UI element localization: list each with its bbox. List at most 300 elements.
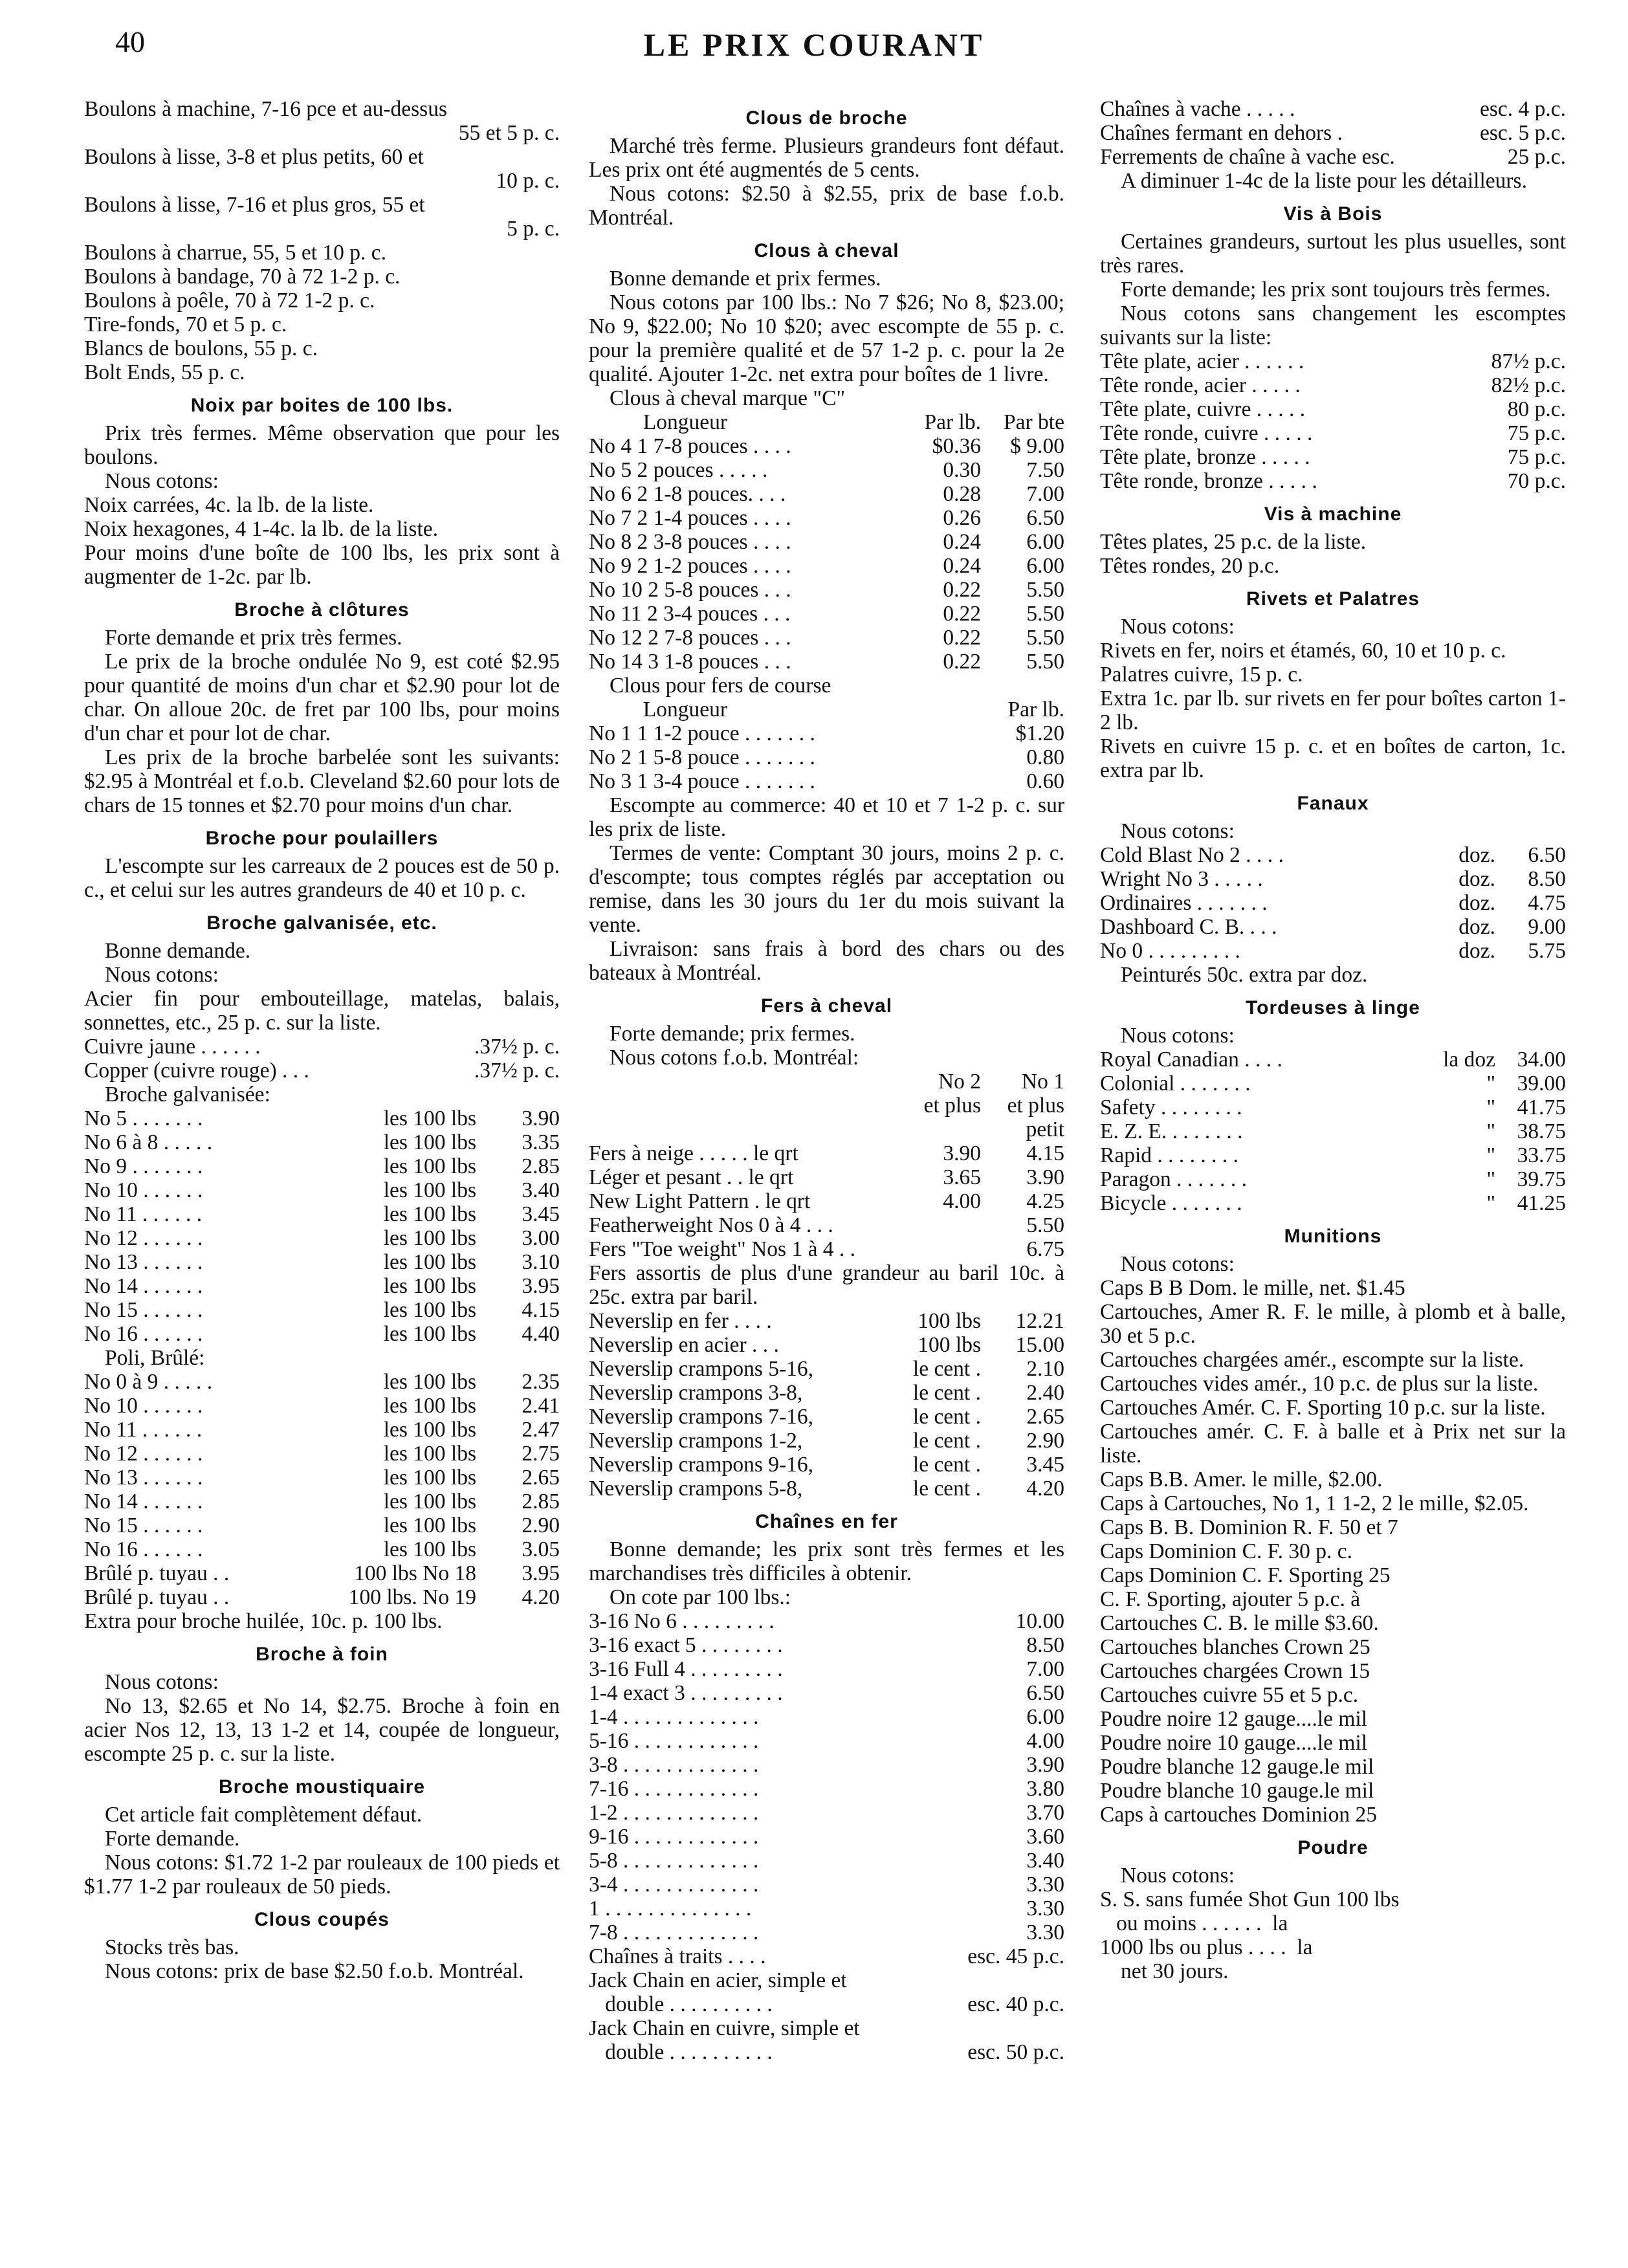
paragraph: Marché très ferme. Plusieurs grandeurs font défaut. Les prix ont été augmentés de 5 cents.: [589, 134, 1064, 182]
column-3: [1100, 97, 1566, 1983]
price-row: [589, 1189, 1064, 1213]
item-price: 3.00: [522, 1226, 560, 1250]
item-label: Poudre noire 10 gauge....le mil: [1100, 1731, 1368, 1755]
paragraph: Extra 1c. par lb. sur rivets en fer pour boîtes carton 1-2 lb.: [1100, 687, 1566, 734]
item-label: Neverslip crampons 1-2,: [589, 1429, 803, 1453]
price-row: [84, 1154, 560, 1178]
price-row: [589, 434, 1064, 458]
price-row: [589, 1141, 1064, 1165]
text-line: Clous à cheval marque "C": [610, 386, 846, 410]
item-label: Tête plate, acier . . . . . .: [1100, 349, 1304, 373]
price-row: [589, 1309, 1064, 1333]
price-row: [1100, 530, 1566, 554]
item-label: Caps B B Dom. le mille, net. $1.45: [1100, 1276, 1405, 1300]
item-label: double . . . . . . . . . .: [589, 1992, 773, 2016]
item-price: 2.85: [522, 1154, 560, 1178]
price-row: [1100, 1539, 1566, 1563]
item-price: 8.50: [1528, 867, 1566, 891]
item-label: Poudre blanche 12 gauge.le mil: [1100, 1755, 1374, 1779]
price-row: [589, 1405, 1064, 1429]
item-unit: les 100 lbs: [383, 1442, 476, 1466]
price-row: [589, 602, 1064, 626]
price-row: [1100, 1072, 1566, 1095]
price-row: [589, 1333, 1064, 1357]
price-row: [1100, 349, 1566, 373]
item-price: 2.90: [1026, 1429, 1064, 1453]
item-unit: les 100 lbs: [383, 1298, 476, 1322]
item-unit: les 100 lbs: [383, 1418, 476, 1442]
paragraph: Rivets en cuivre 15 p. c. et en boîtes de carton, 1c. extra par lb.: [1100, 734, 1566, 782]
item-label: Caps à cartouches Dominion 25: [1100, 1803, 1377, 1827]
paragraph: Forte demande et prix très fermes.: [105, 626, 402, 650]
text-line: Broche galvanisée:: [105, 1083, 270, 1106]
price-row: [1100, 915, 1566, 939]
price-row: [589, 698, 1064, 721]
price-row: [589, 1873, 1064, 1897]
price-row: [84, 1537, 560, 1561]
item-label: Tête plate, bronze . . . . .: [1100, 445, 1310, 469]
price-row: [589, 1453, 1064, 1477]
section-heading: Munitions: [1284, 1226, 1382, 1247]
item-price: 2.75: [522, 1442, 560, 1466]
item-value: 7.00: [1026, 1657, 1064, 1681]
price-row: [84, 1370, 560, 1394]
item-value: esc. 5 p.c.: [1479, 121, 1566, 145]
price-row: [1100, 1731, 1566, 1755]
item-label: Jack Chain en cuivre, simple et: [589, 2016, 860, 2040]
item-price: 3.90: [1026, 1165, 1064, 1189]
item-label: Têtes plates, 25 p.c. de la liste.: [1100, 530, 1367, 554]
item-label: No 15 . . . . . .: [84, 1298, 203, 1322]
item-value: 3.80: [1026, 1777, 1064, 1801]
item-label: 5-8 . . . . . . . . . . . . .: [589, 1849, 759, 1873]
item-label: Dashboard C. B. . . .: [1100, 915, 1277, 939]
item-label: No 11 . . . . . .: [84, 1418, 203, 1442]
item-label: Caps B. B. Dominion R. F. 50 et 7: [1100, 1515, 1398, 1539]
text-line: Nous cotons:: [105, 469, 219, 493]
item-price: 4.15: [522, 1298, 560, 1322]
price-row: [589, 578, 1064, 602]
section-heading: Fanaux: [1297, 793, 1369, 814]
price-row: [1100, 939, 1566, 963]
section-heading: Clous coupés: [254, 1909, 390, 1930]
text-line: Forte demande.: [105, 1827, 240, 1851]
item-price: 15.00: [1015, 1333, 1064, 1357]
item-unit: ": [1486, 1191, 1495, 1215]
price-row: [589, 626, 1064, 650]
item-price: 3.40: [522, 1178, 560, 1202]
price-row: [1100, 97, 1566, 121]
item-price: 5.50: [1026, 626, 1064, 650]
item-label: Cartouches blanches Crown 25: [1100, 1635, 1370, 1659]
item-label: Bolt Ends, 55 p. c.: [84, 360, 245, 384]
item-label: Noix hexagones, 4 1-4c. la lb. de la liste.: [84, 517, 439, 541]
item-unit: le cent .: [912, 1477, 981, 1501]
item-value: 82½ p.c.: [1491, 373, 1566, 397]
item-unit: le cent .: [912, 1357, 981, 1381]
item-price: 5.50: [1026, 1213, 1064, 1237]
price-row: [84, 241, 560, 265]
text-line: Nous cotons f.o.b. Montréal:: [610, 1046, 859, 1070]
column-1: [84, 97, 560, 1983]
price-row: [1100, 1659, 1566, 1683]
price-row: [589, 1657, 1064, 1681]
item-label: No 14 . . . . . .: [84, 1490, 203, 1514]
item-label: Caps B.B. Amer. le mille, $2.00.: [1100, 1468, 1383, 1492]
paragraph: Le prix de la broche ondulée No 9, est coté $2.95 pour quantité de moins d'un char et $2.90 pour lot de char. On alloue 20c. de fret par 100 lbs, pour moins d'un char et pour lot de char.: [84, 650, 560, 745]
section-heading: Broche moustiquaire: [218, 1776, 426, 1798]
item-label: Noix carrées, 4c. la lb. de la liste.: [84, 493, 374, 517]
price-row: [84, 1178, 560, 1202]
price-row: [589, 1753, 1064, 1777]
price-row: [589, 1357, 1064, 1381]
item-unit: les 100 lbs: [383, 1514, 476, 1537]
item-unit: les 100 lbs: [383, 1466, 476, 1490]
item-unit: $0.36: [932, 434, 981, 458]
item-price: 41.25: [1517, 1191, 1566, 1215]
price-row: [1100, 1515, 1566, 1539]
item-label: No 13 . . . . . .: [84, 1250, 203, 1274]
item-label: 3-8 . . . . . . . . . . . . .: [589, 1753, 759, 1777]
price-row: [84, 289, 560, 313]
item-label: Cartouches chargées Crown 15: [1100, 1659, 1370, 1683]
item-value: 80 p.c.: [1507, 397, 1566, 421]
item-price: 5.50: [1026, 602, 1064, 626]
item-label: Rapid . . . . . . . .: [1100, 1143, 1239, 1167]
item-price: 3.45: [522, 1202, 560, 1226]
item-price: $ 9.00: [1010, 434, 1064, 458]
text-line: Nous cotons:: [1121, 1864, 1235, 1888]
item-label: No 6 à 8 . . . . .: [84, 1130, 213, 1154]
price-row: [589, 1729, 1064, 1753]
price-row: [589, 1777, 1064, 1801]
item-price: 4.20: [1026, 1477, 1064, 1501]
item-label: Chaînes à vache . . . . .: [1100, 97, 1295, 121]
text-line: Poli, Brûlé:: [105, 1346, 205, 1370]
price-row: [1100, 1635, 1566, 1659]
item-price: et plus: [1007, 1094, 1064, 1117]
paragraph: Cartouches amér. C. F. à balle et à Prix net sur la liste.: [1100, 1420, 1566, 1468]
item-unit: les 100 lbs: [383, 1394, 476, 1418]
price-row: [1100, 1888, 1566, 1911]
item-price: 5.75: [1528, 939, 1566, 963]
paragraph: Bonne demande et prix fermes.: [610, 267, 881, 291]
item-price: 3.95: [522, 1561, 560, 1585]
text-line: Nous cotons:: [1121, 615, 1235, 639]
item-label: Longueur: [589, 698, 727, 721]
item-unit: doz.: [1458, 843, 1495, 867]
item-value: 70 p.c.: [1507, 469, 1566, 493]
price-row: [1100, 469, 1566, 493]
text-line: Stocks très bas.: [105, 1935, 239, 1959]
price-row: [84, 1490, 560, 1514]
item-label: Ordinaires . . . . . . .: [1100, 891, 1268, 915]
item-label: Brûlé p. tuyau . .: [84, 1585, 230, 1609]
section-heading: Poudre: [1297, 1837, 1369, 1858]
price-row: [84, 1250, 560, 1274]
item-price: 2.10: [1026, 1357, 1064, 1381]
paragraph: No 13, $2.65 et No 14, $2.75. Broche à foin en acier Nos 12, 13, 13 1-2 et 14, coupée de longueur, escompte 25 p. c. sur la liste.: [84, 1694, 560, 1766]
item-price: No 1: [1021, 1070, 1064, 1094]
item-unit: 0.24: [943, 554, 981, 578]
price-row: [589, 1849, 1064, 1873]
price-row: [1100, 663, 1566, 687]
paragraph: Bonne demande; les prix sont très fermes et les marchandises très difficiles à obtenir.: [589, 1537, 1064, 1585]
item-label: Chaînes à traits . . . .: [589, 1944, 766, 1968]
item-price: 3.35: [522, 1130, 560, 1154]
item-unit: 4.00: [943, 1189, 981, 1213]
item-unit: 0.28: [943, 482, 981, 506]
item-label: Wright No 3 . . . . .: [1100, 867, 1263, 891]
price-row: [589, 1825, 1064, 1849]
item-value: 4.00: [1026, 1729, 1064, 1753]
item-label: Boulons à lisse, 7-16 et plus gros, 55 et: [84, 193, 425, 217]
item-label: [589, 1117, 871, 1141]
price-row: [1100, 1911, 1566, 1935]
item-label: C. F. Sporting, ajouter 5 p.c. à: [1100, 1587, 1361, 1611]
paragraph: Forte demande; les prix sont toujours très fermes.: [1121, 278, 1551, 302]
section-heading: Fers à cheval: [760, 995, 893, 1017]
item-unit: 100 lbs: [918, 1309, 981, 1333]
section-heading: Vis à machine: [1264, 503, 1402, 525]
paragraph: Escompte au commerce: 40 et 10 et 7 1-2 p. c. sur les prix de liste.: [589, 793, 1064, 841]
item-price: 7.50: [1026, 458, 1064, 482]
price-row: [1100, 1095, 1566, 1119]
item-label: Boulons à poêle, 70 à 72 1-2 p. c.: [84, 289, 375, 313]
paragraph: Cartouches chargées amér., escompte sur la liste.: [1100, 1348, 1524, 1372]
item-unit: les 100 lbs: [383, 1490, 476, 1514]
price-row: [589, 1944, 1064, 1968]
item-label: No 8 2 3-8 pouces . . . .: [589, 530, 791, 554]
price-row: [84, 360, 560, 384]
item-label: 1000 lbs ou plus . . . . la: [1100, 1935, 1313, 1959]
price-row: [1100, 1803, 1566, 1827]
item-value: 3.90: [1026, 1753, 1064, 1777]
price-row: [1100, 145, 1566, 169]
item-label: 7-8 . . . . . . . . . . . . .: [589, 1921, 759, 1944]
item-unit: ": [1486, 1095, 1495, 1119]
price-row: [589, 2016, 1064, 2040]
item-unit: ": [1486, 1167, 1495, 1191]
item-label: Safety . . . . . . . .: [1100, 1095, 1242, 1119]
item-price: 3.45: [1026, 1453, 1064, 1477]
price-row: [589, 1897, 1064, 1921]
item-label: Brûlé p. tuyau . .: [84, 1561, 230, 1585]
paragraph: Caps à Cartouches, No 1, 1 1-2, 2 le mille, $2.05.: [1100, 1492, 1529, 1515]
item-price: 3.90: [522, 1106, 560, 1130]
item-value: $1.20: [1015, 721, 1064, 745]
item-value: 3.40: [1026, 1849, 1064, 1873]
price-row: [84, 1130, 560, 1154]
item-price: 4.15: [1026, 1141, 1064, 1165]
price-row: [84, 517, 560, 541]
item-unit: 100 lbs No 18: [354, 1561, 476, 1585]
price-row: [589, 1681, 1064, 1705]
item-value: 87½ p.c.: [1491, 349, 1566, 373]
item-price: 4.20: [522, 1585, 560, 1609]
item-price: 2.47: [522, 1418, 560, 1442]
item-label: Colonial . . . . . . .: [1100, 1072, 1251, 1095]
item-label: Boulons à charrue, 55, 5 et 10 p. c.: [84, 241, 387, 265]
item-unit: les 100 lbs: [383, 1250, 476, 1274]
item-label: 9-16 . . . . . . . . . . . .: [589, 1825, 759, 1849]
paragraph: Acier fin pour embouteillage, matelas, balais, sonnettes, etc., 25 p. c. sur la liste.: [84, 987, 560, 1035]
price-row: [84, 1322, 560, 1346]
item-label: 1 . . . . . . . . . . . . . .: [589, 1897, 752, 1921]
item-label: No 9 . . . . . . .: [84, 1154, 203, 1178]
item-unit: les 100 lbs: [383, 1274, 476, 1298]
item-price: 4.25: [1026, 1189, 1064, 1213]
price-row: [1100, 843, 1566, 867]
price-row: [1100, 1563, 1566, 1587]
item-price: 2.35: [522, 1370, 560, 1394]
item-unit: 0.22: [943, 602, 981, 626]
item-price: 2.41: [522, 1394, 560, 1418]
price-row: [589, 1921, 1064, 1944]
item-label: Jack Chain en acier, simple et: [589, 1968, 847, 1992]
section-heading: Broche pour poulaillers: [205, 828, 439, 849]
price-row: [1100, 1779, 1566, 1803]
item-unit: 0.22: [943, 650, 981, 674]
paragraph: Livraison: sans frais à bord des chars ou des bateaux à Montréal.: [589, 937, 1064, 985]
item-label: Chaînes fermant en dehors .: [1100, 121, 1343, 145]
item-unit: [871, 1237, 990, 1261]
paragraph: Certaines grandeurs, surtout les plus usuelles, sont très rares.: [1100, 230, 1566, 278]
item-label: Fers à neige . . . . . le qrt: [589, 1141, 798, 1165]
price-row: [1100, 121, 1566, 145]
text-line: On cote par 100 lbs.:: [610, 1585, 791, 1609]
item-label: No 3 1 3-4 pouce . . . . . . .: [589, 769, 815, 793]
item-unit: la doz: [1443, 1048, 1495, 1072]
price-row: [589, 1381, 1064, 1405]
price-row: [1100, 867, 1566, 891]
text-line: Bonne demande.: [105, 939, 251, 963]
column-2: [589, 97, 1064, 2064]
price-row: [1100, 1468, 1566, 1492]
price-row: [589, 2040, 1064, 2064]
item-unit: 100 lbs. No 19: [348, 1585, 476, 1609]
price-row: [1100, 421, 1566, 445]
item-price: 6.00: [1026, 530, 1064, 554]
item-label: No 4 1 7-8 pouces . . . .: [589, 434, 791, 458]
section-heading: Clous à cheval: [754, 240, 899, 261]
price-row: [84, 1202, 560, 1226]
price-row: [589, 1094, 1064, 1117]
item-label: No 14 3 1-8 pouces . . .: [589, 650, 791, 674]
price-row: [84, 1298, 560, 1322]
item-value: esc. 45 p.c.: [967, 1944, 1064, 1968]
item-price: 3.05: [522, 1537, 560, 1561]
price-row: [589, 745, 1064, 769]
item-label: Neverslip crampons 5-16,: [589, 1357, 814, 1381]
price-row: [84, 1059, 560, 1083]
item-price: 4.40: [522, 1322, 560, 1346]
item-unit: les 100 lbs: [383, 1178, 476, 1202]
price-row: [589, 1705, 1064, 1729]
item-label: Tête ronde, acier . . . . .: [1100, 373, 1301, 397]
item-label: 5-16 . . . . . . . . . . . .: [589, 1729, 759, 1753]
price-row: [1100, 1119, 1566, 1143]
item-value: 3.30: [1026, 1873, 1064, 1897]
price-row: [1100, 1191, 1566, 1215]
item-label: Neverslip crampons 9-16,: [589, 1453, 814, 1477]
price-row: [1100, 1611, 1566, 1635]
paragraph: Fers assortis de plus d'une grandeur au baril 10c. à 25c. extra par baril.: [589, 1261, 1064, 1309]
price-row: [1100, 1167, 1566, 1191]
item-label: Paragon . . . . . . .: [1100, 1167, 1248, 1191]
item-price: 5.50: [1026, 650, 1064, 674]
price-row: [589, 1429, 1064, 1453]
item-label: Boulons à bandage, 70 à 72 1-2 p. c.: [84, 265, 401, 289]
price-row: [84, 1609, 560, 1633]
item-label: Neverslip crampons 5-8,: [589, 1477, 803, 1501]
price-row: [589, 650, 1064, 674]
paragraph: Termes de vente: Comptant 30 jours, moins 2 p. c. d'escompte; tous comptes réglés par acceptation ou remise, dans les 30 jours du 1er du mois suivant la vente.: [589, 841, 1064, 937]
item-value: esc. 40 p.c.: [967, 1992, 1064, 2016]
section-heading: Broche à clôtures: [234, 599, 410, 621]
item-unit: les 100 lbs: [383, 1537, 476, 1561]
item-label: Poudre noire 12 gauge....le mil: [1100, 1707, 1368, 1731]
item-price: 12.21: [1015, 1309, 1064, 1333]
item-label: double . . . . . . . . . .: [589, 2040, 773, 2064]
text-line: 55 et 5 p. c.: [458, 121, 560, 145]
item-value: 3.30: [1026, 1897, 1064, 1921]
item-price: 2.85: [522, 1490, 560, 1514]
item-label: Neverslip en acier . . .: [589, 1333, 779, 1357]
section-heading: Rivets et Palatres: [1246, 588, 1420, 610]
price-row: [589, 1117, 1064, 1141]
item-label: No 5 . . . . . . .: [84, 1106, 203, 1130]
item-unit: les 100 lbs: [383, 1370, 476, 1394]
item-unit: ": [1486, 1072, 1495, 1095]
item-label: Cold Blast No 2 . . . .: [1100, 843, 1284, 867]
item-label: New Light Pattern . le qrt: [589, 1189, 811, 1213]
paragraph: Nous cotons: $2.50 à $2.55, prix de base f.o.b. Montréal.: [589, 182, 1064, 230]
item-price: 2.65: [522, 1466, 560, 1490]
price-row: [84, 145, 560, 169]
price-row: [1100, 1707, 1566, 1731]
price-row: [84, 493, 560, 517]
item-label: [589, 1094, 871, 1117]
price-row: [84, 193, 560, 217]
item-unit: ": [1486, 1119, 1495, 1143]
item-price: 2.90: [522, 1514, 560, 1537]
item-label: Royal Canadian . . . .: [1100, 1048, 1282, 1072]
item-value: 25 p.c.: [1507, 145, 1566, 169]
item-price: 4.75: [1528, 891, 1566, 915]
price-row: [84, 97, 560, 121]
price-row: [1100, 1935, 1566, 1959]
item-unit: 0.26: [943, 506, 981, 530]
item-value: 75 p.c.: [1507, 421, 1566, 445]
item-value: 3.60: [1026, 1825, 1064, 1849]
item-label: No 2 1 5-8 pouce . . . . . . .: [589, 745, 815, 769]
price-row: [1100, 397, 1566, 421]
item-label: Cartouches cuivre 55 et 5 p.c.: [1100, 1683, 1359, 1707]
item-label: 7-16 . . . . . . . . . . . .: [589, 1777, 759, 1801]
item-unit: le cent .: [912, 1453, 981, 1477]
text-line: Forte demande; prix fermes.: [610, 1022, 855, 1046]
item-label: No 16 . . . . . .: [84, 1537, 203, 1561]
item-value: .37½ p. c.: [474, 1059, 560, 1083]
item-label: No 11 . . . . . .: [84, 1202, 203, 1226]
paragraph: Cartouches vides amér., 10 p.c. de plus sur la liste.: [1100, 1372, 1539, 1396]
price-row: [589, 530, 1064, 554]
item-label: No 12 . . . . . .: [84, 1226, 203, 1250]
price-row: [84, 1035, 560, 1059]
item-label: Tête plate, cuivre . . . . .: [1100, 397, 1306, 421]
paragraph: Nous cotons: prix de base $2.50 f.o.b. Montréal.: [105, 1959, 524, 1983]
